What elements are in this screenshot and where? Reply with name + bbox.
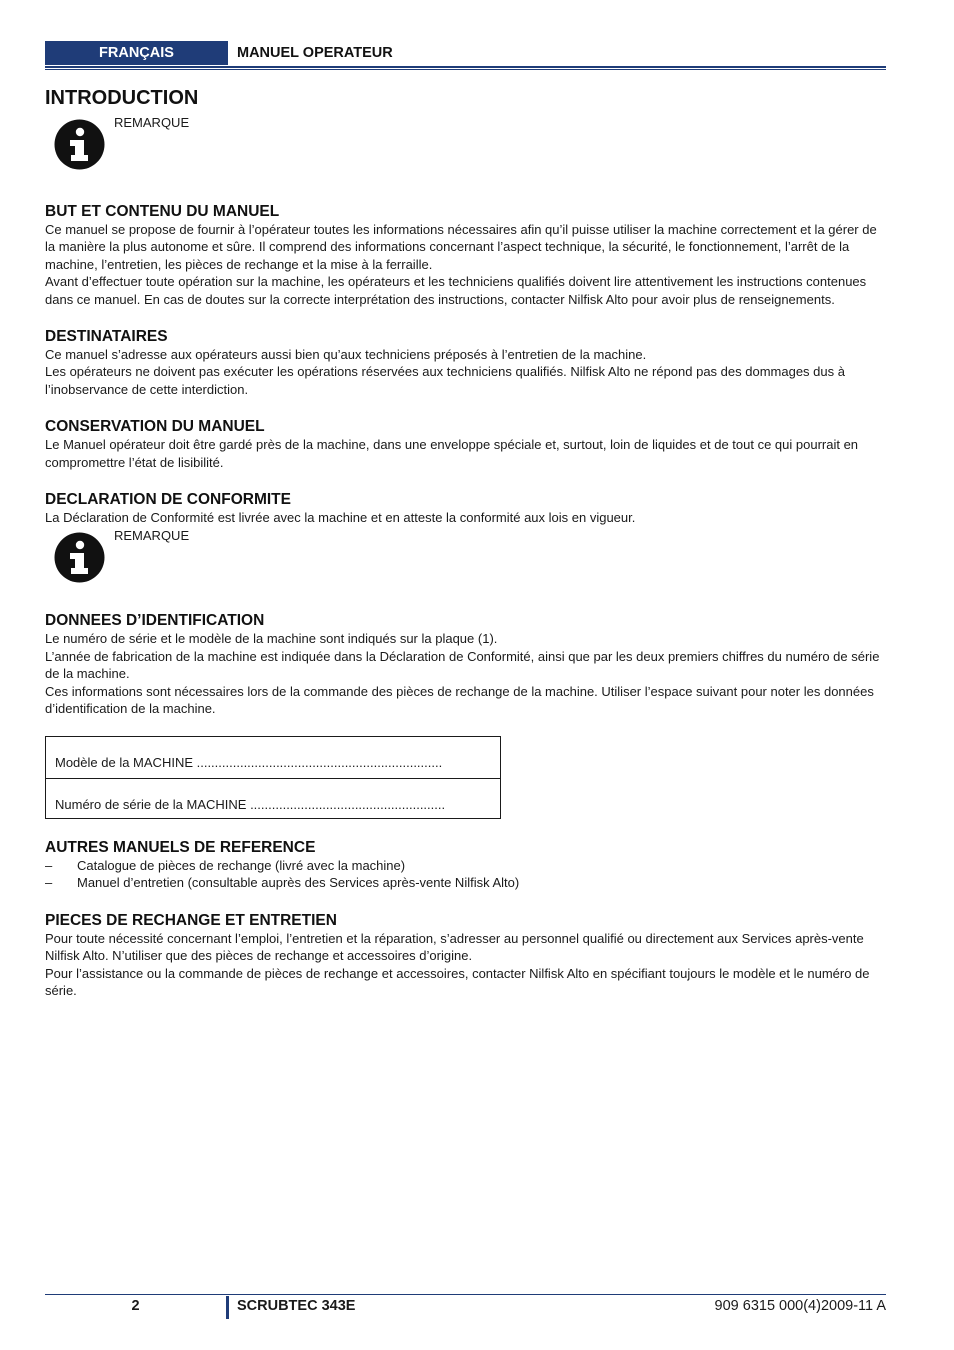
footer-separator <box>226 1296 229 1319</box>
footer-reference: 909 6315 000(4)2009-11 A <box>714 1298 886 1314</box>
header-rule <box>45 66 886 68</box>
footer-rule <box>45 1294 886 1295</box>
list-item <box>45 874 886 892</box>
section-declaration <box>45 491 886 588</box>
footer-model: SCRUBTEC 343E <box>237 1298 356 1314</box>
section-conservation <box>45 418 886 471</box>
section-title: PIECES DE RECHANGE ET ENTRETIEN <box>45 911 337 929</box>
section-text: Ce manuel se propose de fournir à l’opérateur toutes les informations nécessaires afin qu’il puisse utiliser la machine correctement et la gérer de la manière la plus autonome et sûre. Il comprend des informations concernant l’aspect technique, la sécurité, le fonctionnement, l’arrêt de la machine, l’entretien, les pièces de rechange et la mise à la ferraille. Avant d’effectuer toute opération sur la machine, les opérateurs et les techniciens qualifiés doivent lire attentivement les instructions contenues dans ce manuel. En cas de doutes sur la correcte interprétation des instructions, contacter Nilfisk Alto pour avoir plus de renseignements. <box>45 222 877 307</box>
serial-field: Numéro de série de la MACHINE ...................................................... <box>55 796 446 812</box>
list-item-text: Catalogue de pièces de rechange (livré avec la machine) <box>77 857 406 873</box>
section-title: DONNEES D’IDENTIFICATION <box>45 612 265 630</box>
model-field: Modèle de la MACHINE .................................................................... <box>55 754 443 770</box>
page-number: 2 <box>131 1298 140 1314</box>
note-block <box>45 528 886 588</box>
info-circle-icon <box>54 119 105 170</box>
section-destinataires <box>45 328 886 398</box>
list-item <box>45 857 886 875</box>
identification-box <box>45 736 501 819</box>
dash-bullet: – <box>45 857 53 873</box>
section-title: BUT ET CONTENU DU MANUEL <box>45 203 280 220</box>
section-identification <box>45 612 886 818</box>
section-title: DESTINATAIRES <box>45 328 168 346</box>
reference-list <box>45 857 886 892</box>
page-content <box>45 86 886 999</box>
page-title: INTRODUCTION <box>45 87 199 109</box>
section-text: Le Manuel opérateur doit être gardé près de la machine, dans une enveloppe spéciale et, surtout, loin de liquides et de tout ce qui pourrait en compromettre l’état de lisibilité. <box>45 437 859 470</box>
note-label: REMARQUE <box>114 528 190 544</box>
language-tab: FRANÇAIS <box>45 41 228 65</box>
note-label: REMARQUE <box>114 115 190 130</box>
manual-title: MANUEL OPERATEUR <box>237 45 393 61</box>
model-row <box>46 737 500 778</box>
section-title: AUTRES MANUELS DE REFERENCE <box>45 838 316 856</box>
section-pieces <box>45 912 886 1000</box>
info-circle-icon <box>54 532 105 583</box>
list-item-text: Manuel d’entretien (consultable auprès des Services après-vente Nilfisk Alto) <box>77 875 520 891</box>
section-text: Pour toute nécessité concernant l’emploi, l’entretien et la réparation, s’adresser au personnel qualifié ou directement aux Services après-vente Nilfisk Alto. N’utiliser que des pièces de rechange et accessoires d’origine. Pour l’assistance ou la commande de pièces de rechange et accessoires, contacter Nilfisk Alto en spécifiant toujours le modèle et le numéro de série. <box>45 930 870 998</box>
section-title: DECLARATION DE CONFORMITE <box>45 491 291 509</box>
section-title: CONSERVATION DU MANUEL <box>45 418 265 436</box>
section-text: La Déclaration de Conformité est livrée avec la machine et en atteste la conformité aux lois en vigueur. <box>45 510 636 526</box>
dash-bullet: – <box>45 875 53 891</box>
serial-row <box>46 778 500 819</box>
note-block <box>45 115 886 175</box>
section-text: Le numéro de série et le modèle de la machine sont indiqués sur la plaque (1). L’année de fabrication de la machine est indiquée dans la Déclaration de Conformité, ainsi que par les deux premiers chiffres du numéro de série de la machine. Ces informations sont nécessaires lors de la commande des pièces de rechange de la machine. Utiliser l’espace suivant pour noter les données d’identification de la machine. <box>45 631 880 717</box>
section-text: Ce manuel s’adresse aux opérateurs aussi bien qu’aux techniciens préposés à l’entretien de la machine. Les opérateurs ne doivent pas exécuter les opérations réservées aux techniciens qualifiés. Nilfisk Alto ne répond pas des dommages dus à l’inobservance de cette interdiction. <box>45 347 845 397</box>
section-but <box>45 203 886 308</box>
section-autres <box>45 839 886 892</box>
header-rule-thin <box>45 69 886 70</box>
